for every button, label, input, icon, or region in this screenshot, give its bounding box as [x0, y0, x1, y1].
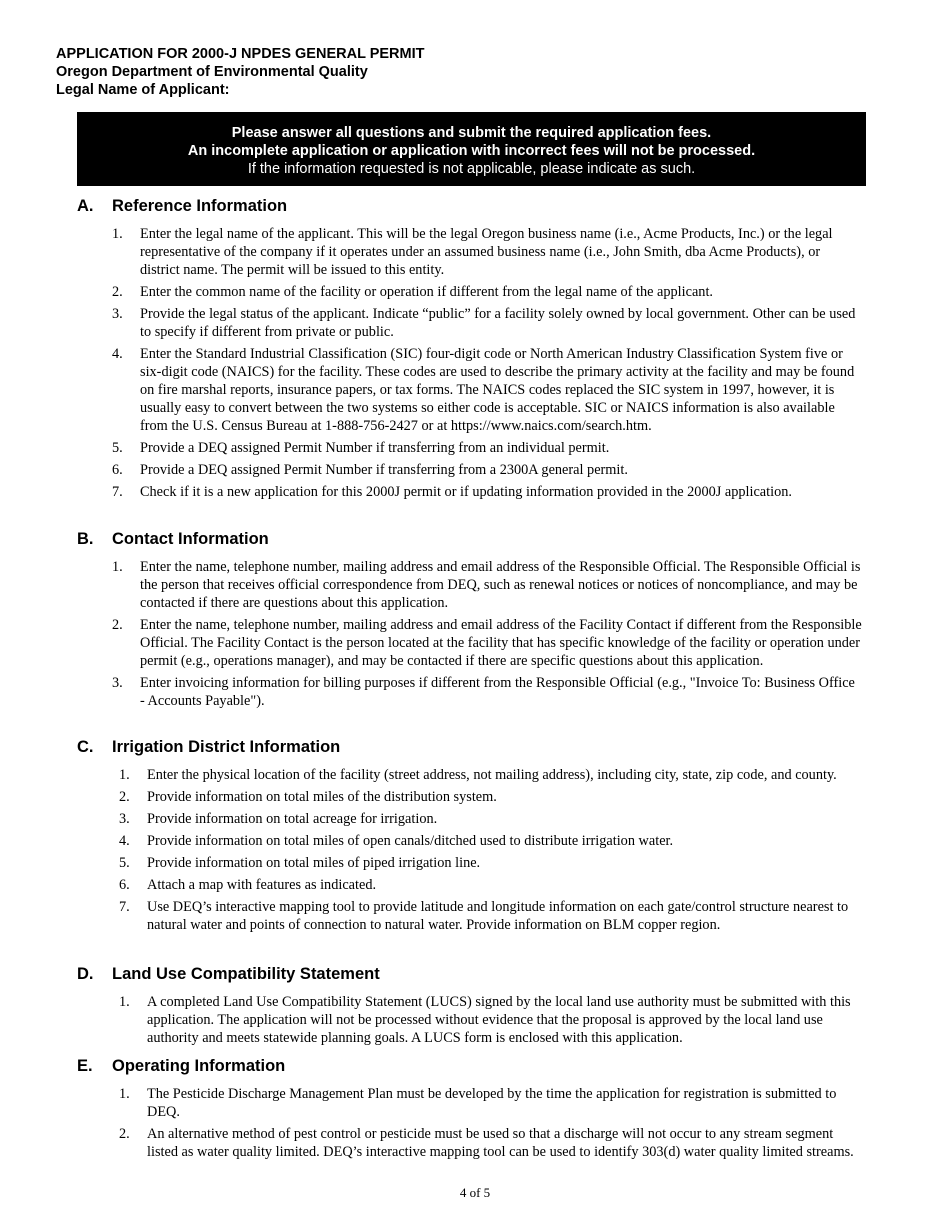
section-title: Reference Information [112, 197, 288, 215]
section-letter: E. [77, 1057, 93, 1075]
section-operating-information [0, 1057, 950, 1165]
item-text: Provide information on total miles of open canals/ditched used to distribute irrigation water. [147, 833, 674, 849]
item-number: 4. [119, 833, 130, 849]
item-text: Enter the name, telephone number, mailing address and email address of the Facility Contact if different from the Responsible Official. The Facility Contact is the person located at the facility that has specific knowledge of the facility or operation under permit (e.g., operations manager), and may be contacted if there are specific questions about this application. [140, 617, 862, 669]
item-number: 1. [119, 1086, 130, 1102]
item-number: 4. [112, 346, 123, 362]
section-letter: D. [77, 965, 94, 983]
document-header [56, 45, 424, 99]
item-number: 6. [119, 877, 130, 893]
list-item [0, 810, 862, 828]
section-title: Irrigation District Information [112, 738, 341, 756]
section-heading [0, 197, 950, 219]
item-text: Enter the legal name of the applicant. This will be the legal Oregon business name (i.e., Acme Products, Inc.) or the legal representative of the company if it operates under an assumed business name (i.e., John Smith, dba Acme Products), or district name. The permit will be issued to this entity. [140, 226, 833, 278]
item-number: 3. [112, 306, 123, 322]
item-text: An alternative method of pest control or pesticide must be used so that a discharge will not occur to any stream segment listed as water quality limited. DEQ’s interactive mapping tool can be used to identify 303(d) water quality limited streams. [147, 1126, 854, 1160]
list-item [0, 788, 862, 806]
banner-line-3: If the information requested is not applicable, please indicate as such. [247, 161, 696, 177]
item-number: 5. [112, 440, 123, 456]
item-number: 6. [112, 462, 123, 478]
item-number: 2. [112, 284, 123, 300]
list-item [0, 483, 862, 501]
item-text: Provide information on total miles of the distribution system. [147, 789, 497, 805]
section-title: Land Use Compatibility Statement [112, 965, 380, 983]
item-number: 7. [112, 484, 123, 500]
list-item [0, 1085, 862, 1121]
agency-name: Oregon Department of Environmental Quality [56, 64, 368, 80]
item-text: Provide a DEQ assigned Permit Number if transferring from a 2300A general permit. [140, 462, 628, 478]
list-item [0, 876, 862, 894]
section-letter: B. [77, 530, 94, 548]
instruction-list [0, 1085, 950, 1161]
section-land-use-compatibility-statement [0, 965, 950, 1051]
list-item [0, 461, 862, 479]
list-item [0, 616, 862, 670]
item-text: Provide the legal status of the applicant. Indicate “public” for a facility solely owned by local government. Other can be used to specify if different from private or public. [140, 306, 856, 340]
form-title: APPLICATION FOR 2000-J NPDES GENERAL PERMIT [56, 46, 425, 62]
instruction-list [0, 558, 950, 710]
item-text: Enter the Standard Industrial Classification (SIC) four-digit code or North American Industry Classification System five or six-digit code (NAICS) for the facility. These codes are used to describe the primary activity at the facility and may be found on fire marshal reports, insurance papers, or tax forms. The NAICS codes replaced the SIC system in 1997, however, it is usually easy to convert between the two systems so either code is acceptable. SIC or NAICS information is also available from the U.S. Census Bureau at 1-888-756-2427 or at https://www.naics.com/search.htm. [140, 346, 855, 434]
list-item [0, 1125, 862, 1161]
item-text: Enter the physical location of the facility (street address, not mailing address), including city, state, zip code, and county. [147, 767, 837, 783]
list-item [0, 345, 862, 435]
section-heading [0, 1057, 950, 1079]
item-number: 7. [119, 899, 130, 915]
section-letter: A. [77, 197, 94, 215]
item-text: Use DEQ’s interactive mapping tool to provide latitude and longitude information on each gate/control structure nearest to natural water and points of connection to natural water. Provide information on BLM copper region. [147, 899, 849, 933]
section-heading [0, 530, 950, 552]
item-text: Enter invoicing information for billing purposes if different from the Responsible Official (e.g., "Invoice To: Business Office - Accounts Payable"). [140, 675, 855, 709]
list-item [0, 766, 862, 784]
list-item [0, 283, 862, 301]
list-item [0, 558, 862, 612]
item-text: Check if it is a new application for this 2000J permit or if updating information provided in the 2000J application. [140, 484, 792, 500]
applicant-name-label: Legal Name of Applicant: [56, 82, 230, 98]
item-number: 3. [112, 675, 123, 691]
item-text: Enter the common name of the facility or operation if different from the legal name of the applicant. [140, 284, 713, 300]
list-item [0, 674, 862, 710]
item-text: Provide a DEQ assigned Permit Number if transferring from an individual permit. [140, 440, 610, 456]
item-text: Enter the name, telephone number, mailing address and email address of the Responsible Official. The Responsible Official is the person that receives official correspondence from DEQ, such as renewal notices or notices of noncompliance, and may be contacted if there are questions about this application. [140, 559, 861, 611]
instruction-list [0, 225, 950, 501]
item-number: 2. [119, 1126, 130, 1142]
list-item [0, 898, 862, 934]
list-item [0, 305, 862, 341]
section-heading [0, 738, 950, 760]
banner-line-2: An incomplete application or application with incorrect fees will not be processed. [187, 143, 756, 159]
item-number: 1. [112, 559, 123, 575]
list-item [0, 439, 862, 457]
instruction-list [0, 766, 950, 934]
page-number: 4 of 5 [459, 1185, 491, 1200]
item-text: Attach a map with features as indicated. [147, 877, 377, 893]
list-item [0, 832, 862, 850]
instruction-list [0, 993, 950, 1047]
item-text: Provide information on total acreage for irrigation. [147, 811, 438, 827]
item-number: 1. [112, 226, 123, 242]
section-reference-information [0, 197, 950, 505]
item-text: A completed Land Use Compatibility Statement (LUCS) signed by the local land use authority must be submitted with this application. The application will not be processed without evidence that the proposal is approved by the local land use authority and meets statewide planning goals. A LUCS form is enclosed with this application. [147, 994, 851, 1046]
item-text: The Pesticide Discharge Management Plan must be developed by the time the application for registration is submitted to DEQ. [147, 1086, 837, 1120]
list-item [0, 225, 862, 279]
list-item [0, 854, 862, 872]
banner-line-1: Please answer all questions and submit the required application fees. [231, 125, 712, 141]
section-contact-information [0, 530, 950, 714]
item-number: 5. [119, 855, 130, 871]
item-number: 2. [119, 789, 130, 805]
section-heading [0, 965, 950, 987]
item-text: Provide information on total miles of piped irrigation line. [147, 855, 481, 871]
section-title: Operating Information [112, 1057, 286, 1075]
section-irrigation-district-information [0, 738, 950, 938]
item-number: 3. [119, 811, 130, 827]
item-number: 1. [119, 767, 130, 783]
section-letter: C. [77, 738, 94, 756]
list-item [0, 993, 862, 1047]
item-number: 1. [119, 994, 130, 1010]
section-title: Contact Information [112, 530, 269, 548]
item-number: 2. [112, 617, 123, 633]
instructions-banner [77, 112, 866, 186]
